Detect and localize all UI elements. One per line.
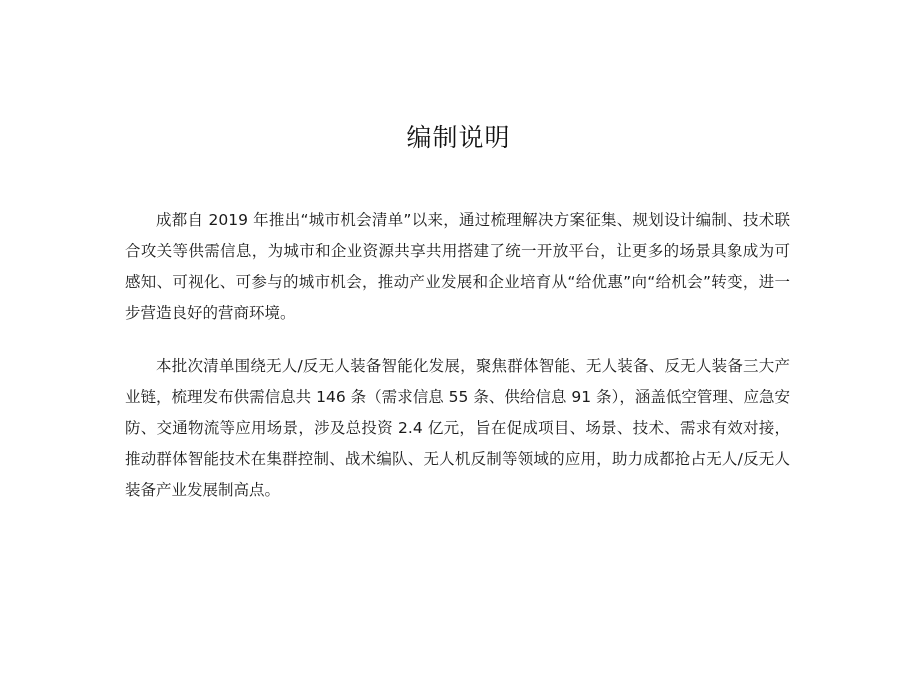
document-body: [125, 205, 790, 506]
paragraph-intro: 成都自 2019 年推出“城市机会清单”以来，通过梳理解决方案征集、规划设计编制、技术联合攻关等供需信息，为城市和企业资源共享共用搭建了统一开放平台，让更多的场景具象成为可感知、可视化、可参与的城市机会，推动产业发展和企业培育从“给优惠”向“给机会”转变，进一步营造良好的营商环境。: [125, 211, 790, 322]
paragraph-batch-summary: 本批次清单围绕无人/反无人装备智能化发展，聚焦群体智能、无人装备、反无人装备三大产业链，梳理发布供需信息共 146 条（需求信息 55 条、供给信息 91 条），涵盖低空管理、应急安防、交通物流等应用场景，涉及总投资 2.4 亿元，旨在促成项目、场景、技术、需求有效对接，推动群体智能技术在集群控制、战术编队、无人机反制等领域的应用，助力成都抢占无人/反无人装备产业发展制高点。: [125, 357, 790, 499]
page-title: 编制说明: [406, 123, 511, 152]
